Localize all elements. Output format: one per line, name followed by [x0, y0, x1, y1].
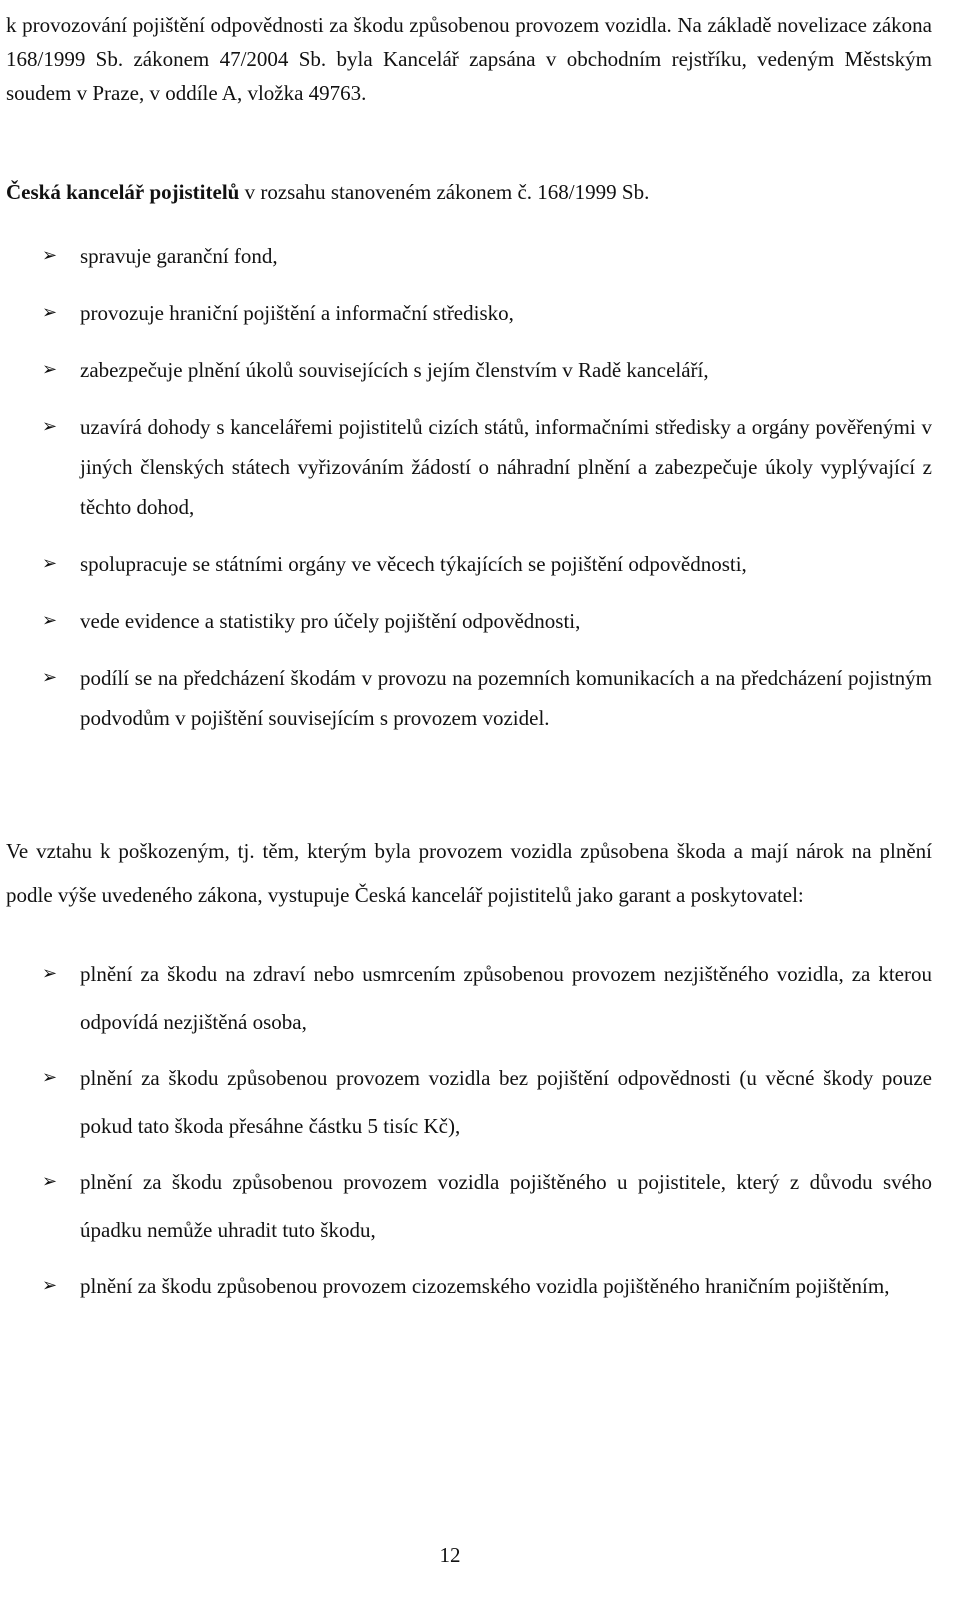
section-heading: [6, 176, 932, 209]
list-item-text: plnění za škodu způsobenou provozem vozidla bez pojištění odpovědnosti (u věcné škody pouze pokud tato škoda přesáhne částku 5 tisíc Kč),: [80, 1066, 932, 1138]
list-item: [0, 601, 932, 641]
arrow-bullet-icon: ➢: [42, 553, 58, 574]
benefits-list: [0, 950, 932, 1318]
arrow-bullet-icon: ➢: [42, 302, 58, 323]
list-item-text: vede evidence a statistiky pro účely pojištění odpovědnosti,: [80, 609, 581, 633]
list-item-text: spolupracuje se státními orgány ve věcech týkajících se pojištění odpovědnosti,: [80, 552, 747, 576]
list-item-text: uzavírá dohody s kancelářemi pojistitelů cizích států, informačními středisky a orgány pověřenými v jiných členských státech vyřizováním žádostí o náhradní plnění a zabezpečuje úkoly vyplývající z těchto dohod,: [80, 415, 932, 519]
list-item: [0, 950, 932, 1046]
list-item: [0, 658, 932, 738]
list-item: [0, 1158, 932, 1254]
list-item-text: spravuje garanční fond,: [80, 244, 278, 268]
page-number: 12: [439, 1543, 461, 1567]
list-item-text: plnění za škodu způsobenou provozem vozidla pojištěného u pojistitele, který z důvodu svého úpadku nemůže uhradit tuto škodu,: [80, 1170, 932, 1242]
list-item-text: provozuje hraniční pojištění a informační středisko,: [80, 301, 514, 325]
arrow-bullet-icon: ➢: [42, 245, 58, 266]
list-item-text: podílí se na předcházení škodám v provozu na pozemních komunikacích a na předcházení pojistným podvodům v pojištění souvisejícím s provozem vozidel.: [80, 666, 932, 730]
arrow-bullet-icon: ➢: [42, 1067, 58, 1088]
list-item: [0, 407, 932, 527]
list-item: [0, 293, 932, 333]
list-item: [0, 1262, 932, 1310]
arrow-bullet-icon: ➢: [42, 359, 58, 380]
intro-paragraph: k provozování pojištění odpovědnosti za škodu způsobenou provozem vozidla. Na základě novelizace zákona 168/1999 Sb. zákonem 47/2004 Sb. byla Kancelář zapsána v obchodním rejstříku, vedeným Městským soudem v Praze, v oddíle A, vložka 49763.: [6, 13, 932, 105]
list-item: [0, 236, 932, 276]
arrow-bullet-icon: ➢: [42, 416, 58, 437]
arrow-bullet-icon: ➢: [42, 963, 58, 984]
duties-list: [0, 236, 932, 755]
heading-bold-text: Česká kancelář pojistitelů: [6, 180, 240, 204]
list-item: [0, 350, 932, 390]
arrow-bullet-icon: ➢: [42, 1275, 58, 1296]
arrow-bullet-icon: ➢: [42, 610, 58, 631]
list-item-text: plnění za škodu na zdraví nebo usmrcením způsobenou provozem nezjištěného vozidla, za kterou odpovídá nezjištěná osoba,: [80, 962, 932, 1034]
list-item: [0, 544, 932, 584]
arrow-bullet-icon: ➢: [42, 667, 58, 688]
list-item: [0, 1054, 932, 1150]
guarantor-paragraph: Ve vztahu k poškozeným, tj. těm, kterým byla provozem vozidla způsobena škoda a mají nárok na plnění podle výše uvedeného zákona, vystupuje Česká kancelář pojistitelů jako garant a poskytovatel:: [6, 839, 932, 907]
list-item-text: zabezpečuje plnění úkolů souvisejících s jejím členstvím v Radě kanceláří,: [80, 358, 709, 382]
heading-rest-text: v rozsahu stanoveném zákonem č. 168/1999 Sb.: [239, 180, 650, 204]
list-item-text: plnění za škodu způsobenou provozem cizozemského vozidla pojištěného hraničním pojištěním,: [80, 1274, 890, 1298]
arrow-bullet-icon: ➢: [42, 1171, 58, 1192]
